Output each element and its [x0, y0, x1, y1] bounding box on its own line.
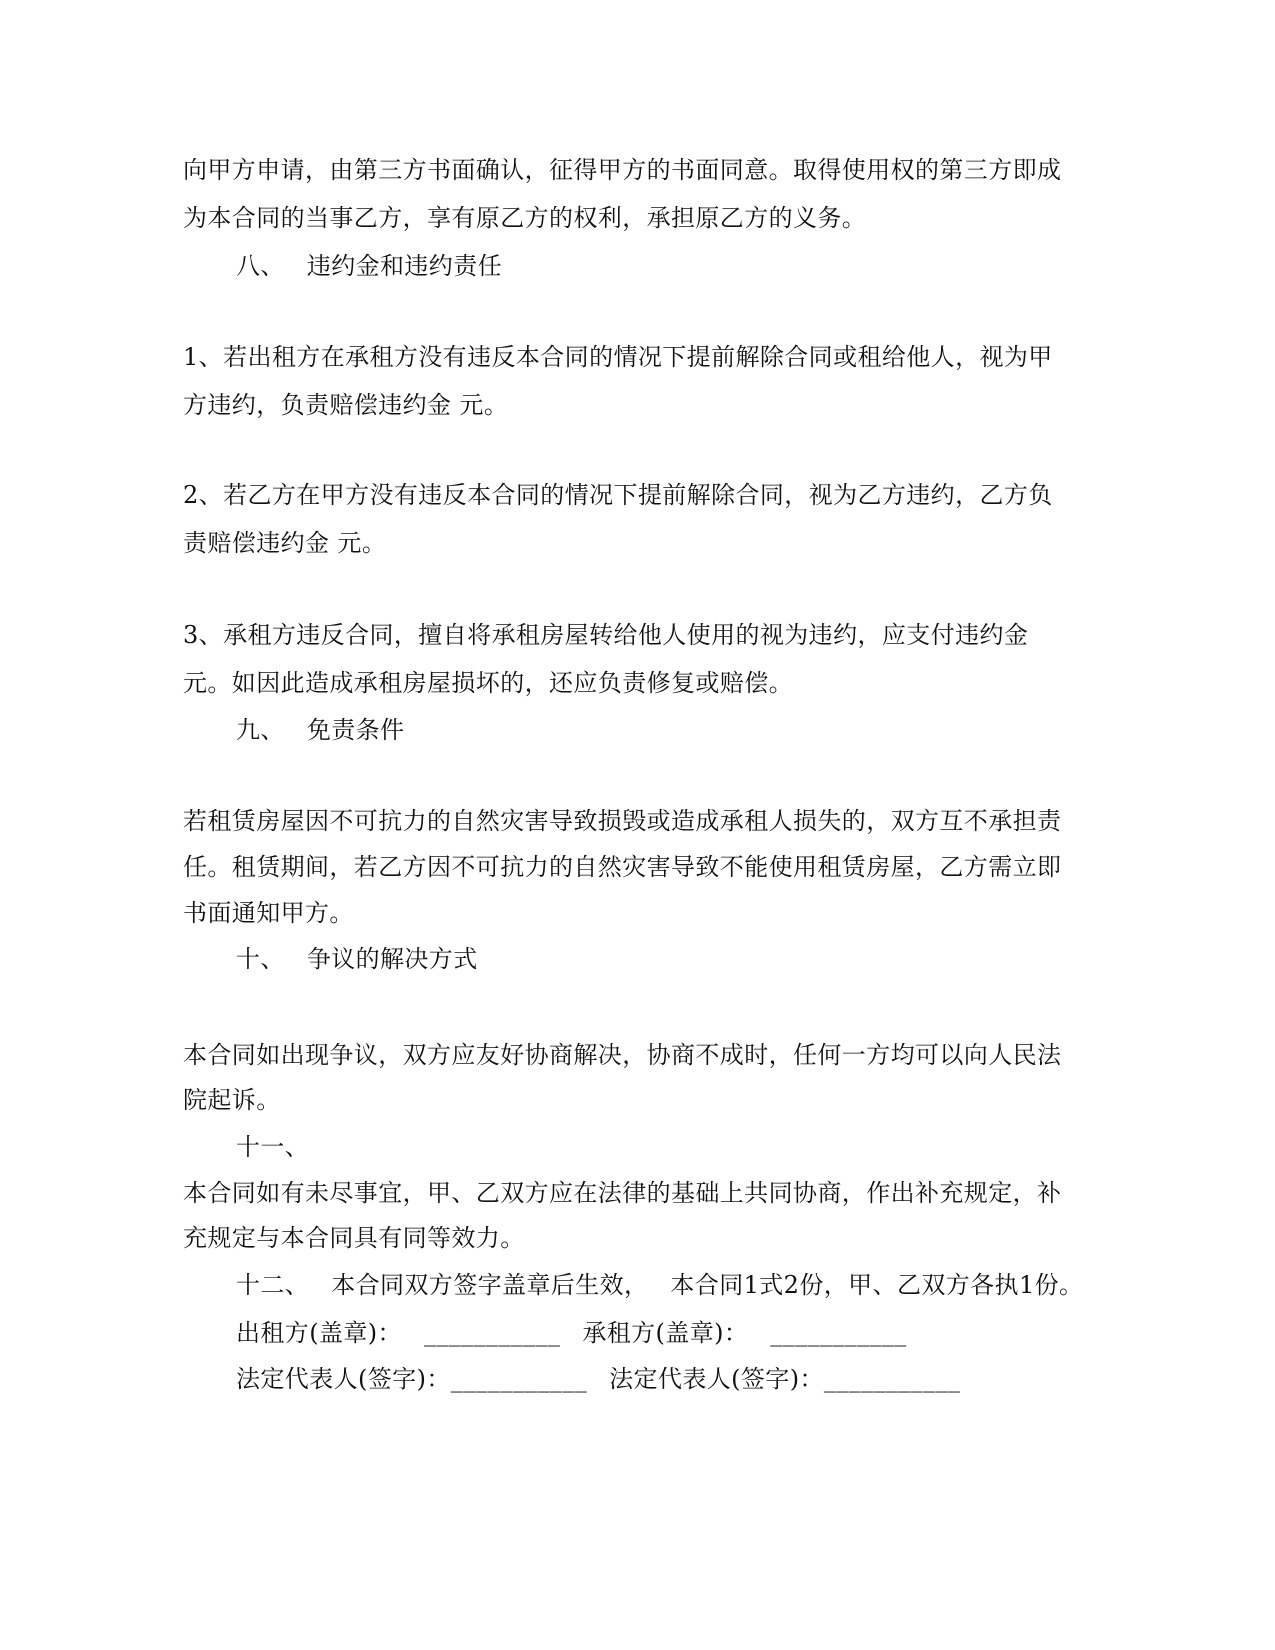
section-9-heading: [236, 715, 404, 745]
lessor-rep-blank[interactable]: ___________: [450, 1365, 588, 1393]
lessee-seal-label: 承租方(盖章)：: [582, 1319, 749, 1347]
section-10-line-2: 院起诉。: [183, 1086, 281, 1114]
section-9-number: 九、: [236, 716, 285, 744]
section-12-line: [236, 1270, 1083, 1300]
section-11-line-2: 充规定与本合同具有同等效力。: [183, 1224, 525, 1252]
section-8-item-3-line-1: 3、承租方违反合同，擅自将承租房屋转给他人使用的视为违约，应支付违约金: [183, 621, 1029, 649]
section-10-title: 争议的解决方式: [306, 945, 478, 973]
lessee-rep-blank[interactable]: ___________: [823, 1365, 961, 1393]
intro-line-2: 为本合同的当事乙方，享有原乙方的权利，承担原乙方的义务。: [183, 204, 867, 232]
signature-seal-row: [236, 1318, 907, 1348]
lessor-seal-blank[interactable]: ___________: [423, 1319, 561, 1347]
section-8-item-1-line-2: 方违约，负责赔偿违约金 元。: [183, 391, 509, 419]
section-11-number: 十一、: [236, 1133, 310, 1161]
section-8-item-1-line-1: 1、若出租方在承租方没有违反本合同的情况下提前解除合同或租给他人，视为甲: [183, 343, 1053, 371]
section-12-number: 十二、: [236, 1271, 310, 1299]
section-12-text-b: 本合同1式2份，甲、乙双方各执1份。: [670, 1271, 1084, 1299]
section-10-line-1: 本合同如出现争议，双方应友好协商解决，协商不成时，任何一方均可以向人民法: [183, 1041, 1062, 1069]
section-11-line-1: 本合同如有未尽事宜，甲、乙双方应在法律的基础上共同协商，作出补充规定，补: [183, 1179, 1062, 1207]
section-9-line-3: 书面通知甲方。: [183, 899, 354, 927]
lessee-seal-blank[interactable]: ___________: [770, 1319, 907, 1347]
section-8-heading: [236, 251, 502, 281]
section-10-heading: [236, 944, 478, 974]
section-9-line-2: 任。租赁期间，若乙方因不可抗力的自然灾害导致不能使用租赁房屋，乙方需立即: [183, 853, 1062, 881]
lessor-seal-label: 出租方(盖章)：: [236, 1319, 402, 1347]
signature-rep-row: [236, 1364, 960, 1394]
section-10-number: 十、: [236, 945, 285, 973]
section-8-title: 违约金和违约责任: [306, 252, 503, 280]
intro-line-1: 向甲方申请，由第三方书面确认，征得甲方的书面同意。取得使用权的第三方即成: [183, 156, 1062, 184]
section-8-number: 八、: [236, 252, 285, 280]
lessor-rep-label: 法定代表人(签字)：: [236, 1365, 451, 1393]
section-9-line-1: 若租赁房屋因不可抗力的自然灾害导致损毁或造成承租人损失的，双方互不承担责: [183, 807, 1062, 835]
section-9-title: 免责条件: [306, 716, 405, 744]
section-8-item-2-line-2: 责赔偿违约金 元。: [183, 529, 387, 557]
lessee-rep-label: 法定代表人(签字)：: [609, 1365, 824, 1393]
section-12-text-a: 本合同双方签字盖章后生效，: [331, 1271, 649, 1299]
section-8-item-2-line-1: 2、若乙方在甲方没有违反本合同的情况下提前解除合同，视为乙方违约，乙方负: [183, 481, 1053, 509]
section-8-item-3-line-2: 元。如因此造成承租房屋损坏的，还应负责修复或赔偿。: [183, 669, 793, 697]
